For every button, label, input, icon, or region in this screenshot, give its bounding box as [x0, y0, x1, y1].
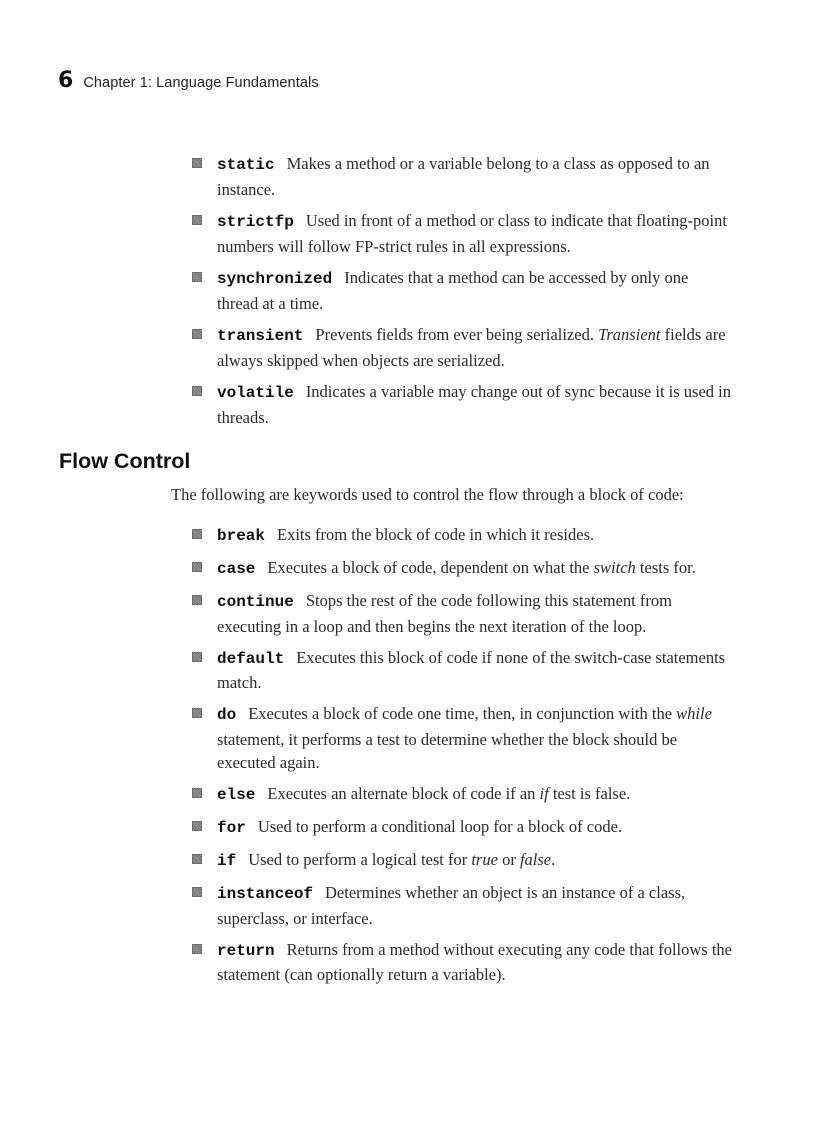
keyword-item [192, 209, 732, 258]
keyword-description [217, 704, 712, 772]
section-title: Flow Control [59, 449, 191, 473]
keyword-description [217, 940, 732, 985]
keyword-term: for [217, 819, 246, 837]
description-text: . [551, 850, 556, 869]
keyword-description [217, 648, 725, 693]
description-text: tests for. [635, 558, 696, 577]
square-bullet-icon [192, 788, 202, 798]
keyword-item [192, 380, 732, 429]
square-bullet-icon [192, 562, 202, 572]
section-intro: The following are keywords used to control the flow through a block of code: [171, 485, 684, 504]
keyword-item [192, 646, 732, 695]
description-text: or [497, 850, 520, 869]
square-bullet-icon [192, 329, 202, 339]
keyword-item [192, 152, 732, 201]
emphasized-term: switch [593, 558, 636, 577]
description-text: Indicates that a method can be accessed by only one thread at a time. [217, 268, 689, 313]
keyword-item [192, 848, 732, 874]
keyword-term: continue [217, 593, 294, 611]
description-text: test is false. [548, 784, 631, 803]
emphasized-term: while [676, 704, 712, 723]
keyword-description [248, 850, 555, 869]
emphasized-term: Transient [598, 325, 661, 344]
modifier-keyword-list [192, 152, 732, 437]
keyword-item [192, 589, 732, 638]
keyword-description [267, 558, 695, 577]
description-text: Stops the rest of the code following this statement from executing in a loop and then begins the next iteration of the loop. [217, 591, 672, 636]
square-bullet-icon [192, 158, 202, 168]
keyword-description [217, 382, 731, 427]
keyword-term: strictfp [217, 213, 294, 231]
keyword-term: synchronized [217, 270, 333, 288]
keyword-item [192, 881, 732, 930]
description-text: Executes an alternate block of code if an [267, 784, 540, 803]
description-text: Exits from the block of code in which it resides. [277, 525, 595, 544]
keyword-description [217, 154, 710, 199]
keyword-item [192, 782, 732, 808]
square-bullet-icon [192, 652, 202, 662]
keyword-item [192, 323, 732, 372]
keyword-term: do [217, 706, 237, 724]
description-text: Determines whether an object is an instance of a class, superclass, or interface. [217, 883, 686, 928]
emphasized-term: false [519, 850, 552, 869]
emphasized-term: true [471, 850, 498, 869]
description-text: Returns from a method without executing any code that follows the statement (can optionally return a variable). [217, 939, 733, 984]
description-text: Prevents fields from ever being serialized. [315, 325, 599, 344]
keyword-item [192, 938, 732, 987]
square-bullet-icon [192, 529, 202, 539]
description-text: Used to perform a logical test for [248, 850, 472, 869]
keyword-item [192, 815, 732, 841]
keyword-term: static [217, 156, 275, 174]
keyword-item [192, 266, 732, 315]
keyword-description [267, 784, 630, 803]
square-bullet-icon [192, 386, 202, 396]
description-text: Executes this block of code if none of the switch-case statements match. [217, 647, 726, 692]
description-text: fields are always skipped when objects are serialized. [217, 325, 726, 370]
keyword-term: default [217, 649, 285, 668]
description-text: Indicates a variable may change out of sync because it is used in threads. [217, 382, 731, 427]
square-bullet-icon [192, 944, 202, 954]
description-text: Used in front of a method or class to indicate that floating-point numbers will follow FP-strict rules in all expressions. [217, 211, 727, 256]
description-text: Executes a block of code, dependent on what the [267, 558, 594, 577]
keyword-description [277, 525, 594, 544]
keyword-term: else [217, 786, 256, 804]
page-header [58, 68, 319, 92]
keyword-term: instanceof [217, 885, 314, 903]
keyword-term: volatile [217, 384, 294, 402]
description-text: Makes a method or a variable belong to a class as opposed to an instance. [217, 154, 710, 199]
square-bullet-icon [192, 821, 202, 831]
description-text: statement, it performs a test to determine whether the block should be executed again. [217, 729, 678, 772]
keyword-item [192, 523, 732, 549]
emphasized-term: if [539, 784, 549, 803]
chapter-title: Chapter 1: Language Fundamentals [83, 75, 319, 91]
keyword-term: if [217, 852, 237, 870]
keyword-term: return [217, 941, 275, 960]
keyword-item [192, 556, 732, 582]
flow-keyword-list [192, 523, 732, 994]
square-bullet-icon [192, 215, 202, 225]
description-text: Used to perform a conditional loop for a block of code. [257, 817, 623, 836]
keyword-term: case [217, 560, 256, 578]
square-bullet-icon [192, 272, 202, 282]
keyword-item [192, 702, 732, 775]
keyword-description [258, 817, 622, 836]
square-bullet-icon [192, 708, 202, 718]
keyword-term: transient [217, 327, 304, 345]
keyword-term: break [217, 527, 266, 545]
square-bullet-icon [192, 595, 202, 605]
page-number: 6 [58, 68, 74, 93]
square-bullet-icon [192, 887, 202, 897]
description-text: Executes a block of code one time, then, in conjunction with the [248, 704, 677, 723]
square-bullet-icon [192, 854, 202, 864]
